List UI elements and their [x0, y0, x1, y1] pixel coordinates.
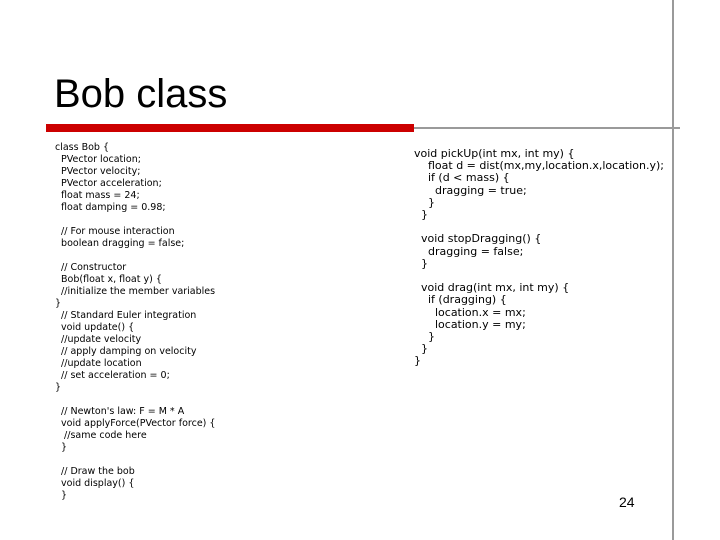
code-line: // Standard Euler integration: [55, 310, 197, 321]
code-line: dragging = false;: [414, 244, 524, 258]
code-line: dragging = true;: [414, 183, 527, 197]
code-line: //same code here: [55, 430, 147, 441]
code-line: if (dragging) {: [414, 293, 507, 307]
code-line: class Bob {: [55, 142, 110, 153]
code-block-left: [55, 142, 215, 502]
code-line: boolean dragging = false;: [55, 238, 185, 249]
code-line: //update velocity: [55, 334, 142, 345]
code-line: void update() {: [55, 322, 135, 333]
code-line: location.y = my;: [414, 317, 526, 331]
code-line: }: [414, 208, 428, 222]
code-line: }: [55, 442, 68, 453]
code-line: }: [414, 354, 421, 368]
code-line: // Constructor: [55, 262, 127, 273]
page-number: 24: [619, 494, 635, 510]
code-line: void display() {: [55, 478, 135, 489]
code-line: // apply damping on velocity: [55, 346, 197, 357]
code-line: Bob(float x, float y) {: [55, 274, 162, 285]
code-line: void drag(int mx, int my) {: [414, 281, 570, 295]
code-line: void pickUp(int mx, int my) {: [414, 147, 575, 160]
code-line: PVector acceleration;: [55, 178, 162, 189]
code-line: [55, 394, 215, 406]
code-block-right: [414, 148, 664, 368]
title-underline-accent: [46, 124, 414, 132]
code-line: location.x = mx;: [414, 305, 526, 319]
code-line: [55, 250, 215, 262]
code-line: }: [55, 382, 62, 393]
title-underline-rule: [414, 127, 680, 129]
code-line: void stopDragging() {: [414, 232, 542, 246]
code-line: }: [414, 256, 428, 270]
code-line: // set acceleration = 0;: [55, 370, 170, 381]
code-line: PVector location;: [55, 154, 141, 165]
code-line: if (d < mass) {: [414, 171, 510, 185]
code-line: float d = dist(mx,my,location.x,location.y);: [414, 159, 665, 173]
code-line: }: [414, 330, 435, 344]
code-line: float damping = 0.98;: [55, 202, 166, 213]
code-line: // Newton's law: F = M * A: [55, 406, 185, 417]
code-line: void applyForce(PVector force) {: [55, 418, 216, 429]
code-line: }: [414, 342, 428, 356]
code-line: // Draw the bob: [55, 466, 135, 477]
code-line: float mass = 24;: [55, 190, 140, 201]
code-line: }: [55, 490, 68, 501]
code-line: [55, 454, 215, 466]
code-line: }: [414, 195, 435, 209]
code-line: // For mouse interaction: [55, 226, 175, 237]
code-line: //update location: [55, 358, 142, 369]
code-line: //initialize the member variables: [55, 286, 216, 297]
code-line: PVector velocity;: [55, 166, 141, 177]
slide-title: Bob class: [54, 72, 228, 116]
right-margin-rule: [672, 0, 674, 540]
code-line: [55, 214, 215, 226]
code-line: }: [55, 298, 62, 309]
